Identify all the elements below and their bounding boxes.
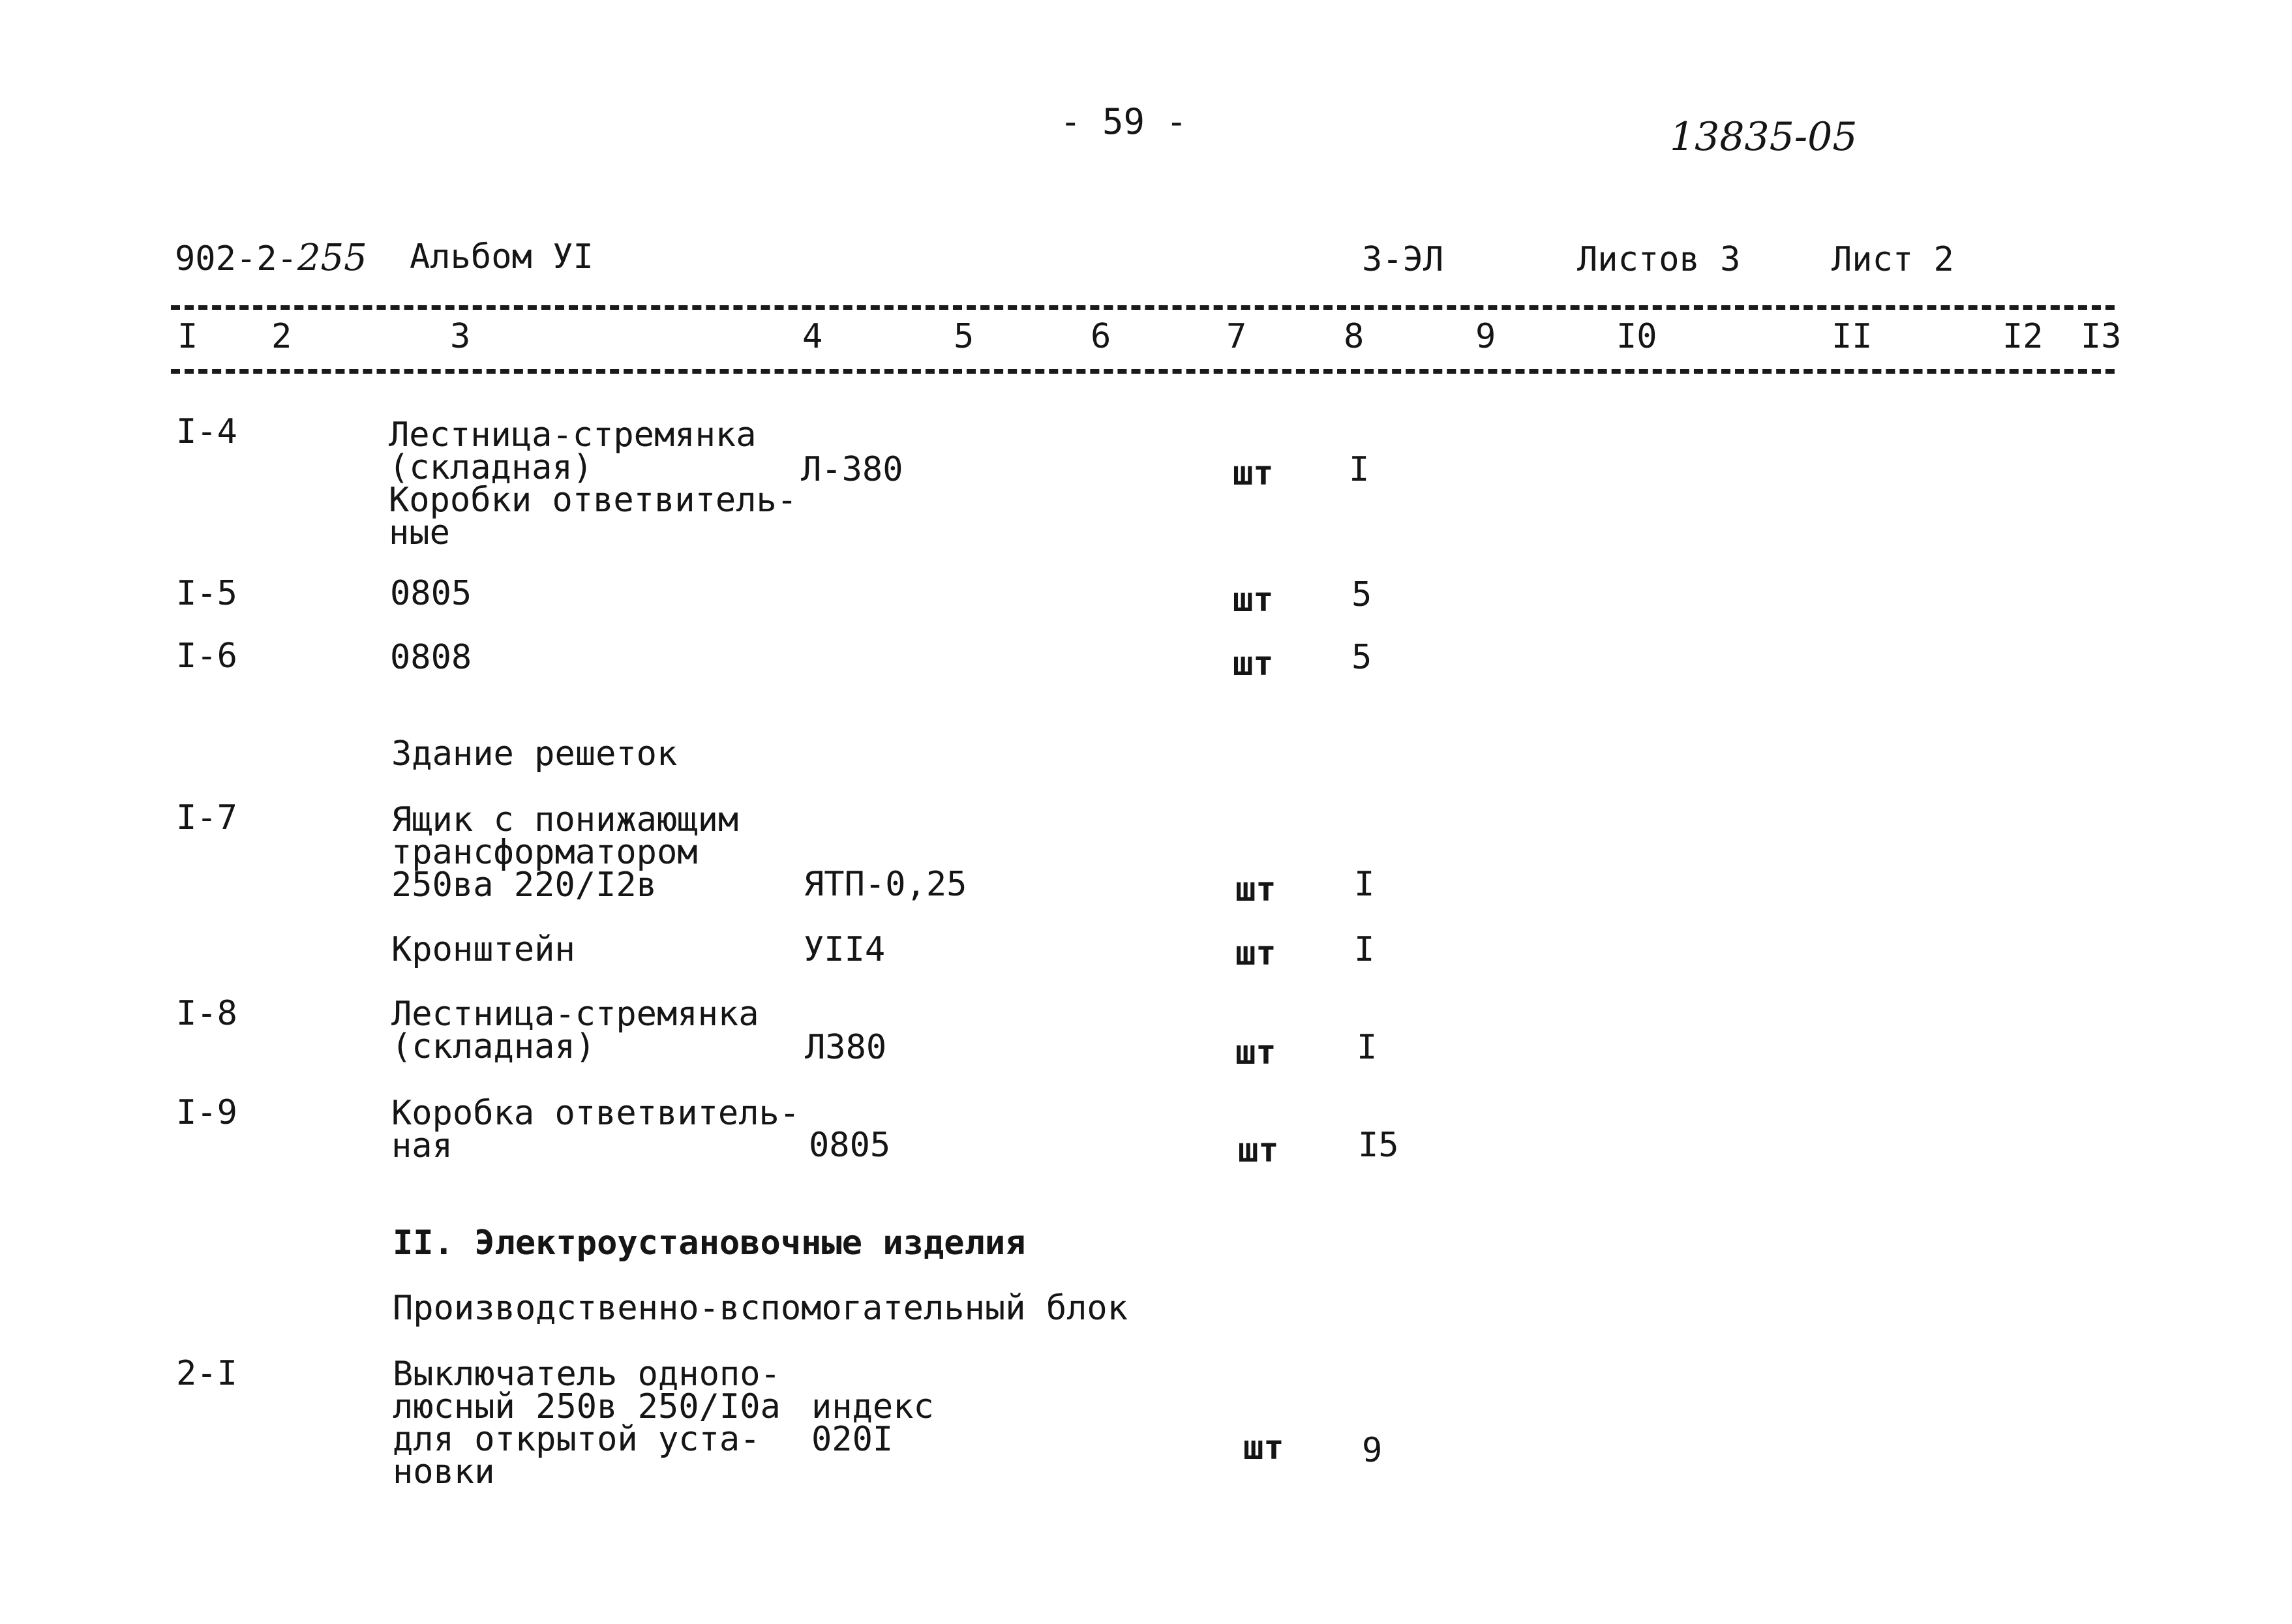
name-cell: Ящик с понижающим трансформатором 250ва 220/I2в: [391, 800, 739, 905]
unit-cell: шт: [1243, 1428, 1284, 1467]
position-cell: I-4: [176, 412, 237, 451]
header-top-rule: [171, 305, 2115, 310]
column-number: 9: [1475, 317, 1496, 356]
unit-cell: шт: [1238, 1131, 1279, 1170]
column-number: I3: [2081, 317, 2122, 356]
unit-cell: шт: [1235, 934, 1276, 973]
column-number: I2: [2002, 317, 2043, 356]
unit-cell: шт: [1233, 454, 1274, 493]
name-cell: Лестница-стремянка (складная) Коробки ответвитель- ные: [389, 415, 798, 552]
subsection-heading: Производственно-вспомогательный блок: [393, 1289, 1128, 1328]
position-cell: I-8: [176, 994, 237, 1033]
document-stamp: 13835-05: [1670, 114, 1858, 160]
page-number: - 59 -: [1060, 101, 1188, 142]
column-number: 2: [271, 317, 292, 356]
column-number: 4: [802, 317, 823, 356]
type-cell: УII4: [804, 930, 886, 969]
quantity-cell: 5: [1351, 575, 1372, 614]
position-cell: I-6: [176, 637, 237, 676]
section-heading: II. Электроустановочные изделия: [393, 1224, 1026, 1263]
column-number: 5: [954, 317, 974, 356]
unit-cell: шт: [1233, 580, 1274, 620]
section-heading: Здание решеток: [391, 734, 678, 774]
name-cell: 0805: [390, 574, 472, 613]
name-cell: Кронштейн: [391, 930, 575, 969]
position-cell: 2-I: [176, 1354, 237, 1393]
name-cell: Коробка ответвитель- ная: [391, 1094, 800, 1165]
unit-cell: шт: [1235, 870, 1276, 909]
quantity-cell: 9: [1362, 1431, 1383, 1470]
sheets-count: Листов 3: [1577, 240, 1741, 279]
column-number: 6: [1091, 317, 1111, 356]
column-number: 8: [1344, 317, 1365, 356]
type-cell: 0805: [809, 1126, 891, 1165]
type-cell: Л380: [805, 1028, 887, 1067]
column-number: 7: [1226, 317, 1247, 356]
header-bottom-rule: [171, 369, 2115, 374]
name-cell: Выключатель однопо- люсный 250в 250/I0а для открытой уста- новки: [393, 1355, 781, 1492]
album-label: Альбом УI: [410, 237, 594, 277]
unit-cell: шт: [1235, 1033, 1276, 1072]
unit-cell: шт: [1233, 644, 1274, 684]
type-cell: Л-380: [801, 450, 903, 489]
quantity-cell: I: [1354, 865, 1375, 904]
sheet-number: Лист 2: [1832, 240, 1954, 279]
designation-handwritten: 255: [297, 237, 367, 279]
designation-printed: 902-2-: [175, 239, 297, 278]
quantity-cell: I5: [1358, 1126, 1399, 1165]
name-cell: Лестница-стремянка (складная): [391, 995, 759, 1066]
name-cell: 0808: [390, 638, 472, 677]
column-number: I0: [1616, 317, 1657, 356]
quantity-cell: 5: [1351, 638, 1372, 677]
type-cell: индекс 020I: [811, 1387, 934, 1459]
type-cell: ЯТП-0,25: [804, 865, 967, 904]
quantity-cell: I: [1354, 930, 1375, 969]
position-cell: I-5: [176, 574, 237, 613]
position-cell: I-7: [176, 798, 237, 837]
designation-number: [175, 237, 367, 279]
quantity-cell: I: [1349, 450, 1370, 489]
column-number: I: [177, 317, 198, 356]
column-number: II: [1832, 317, 1873, 356]
quantity-cell: I: [1357, 1028, 1378, 1067]
section-code: 3-ЭЛ: [1362, 240, 1444, 279]
position-cell: I-9: [176, 1093, 237, 1132]
column-number: 3: [450, 317, 471, 356]
